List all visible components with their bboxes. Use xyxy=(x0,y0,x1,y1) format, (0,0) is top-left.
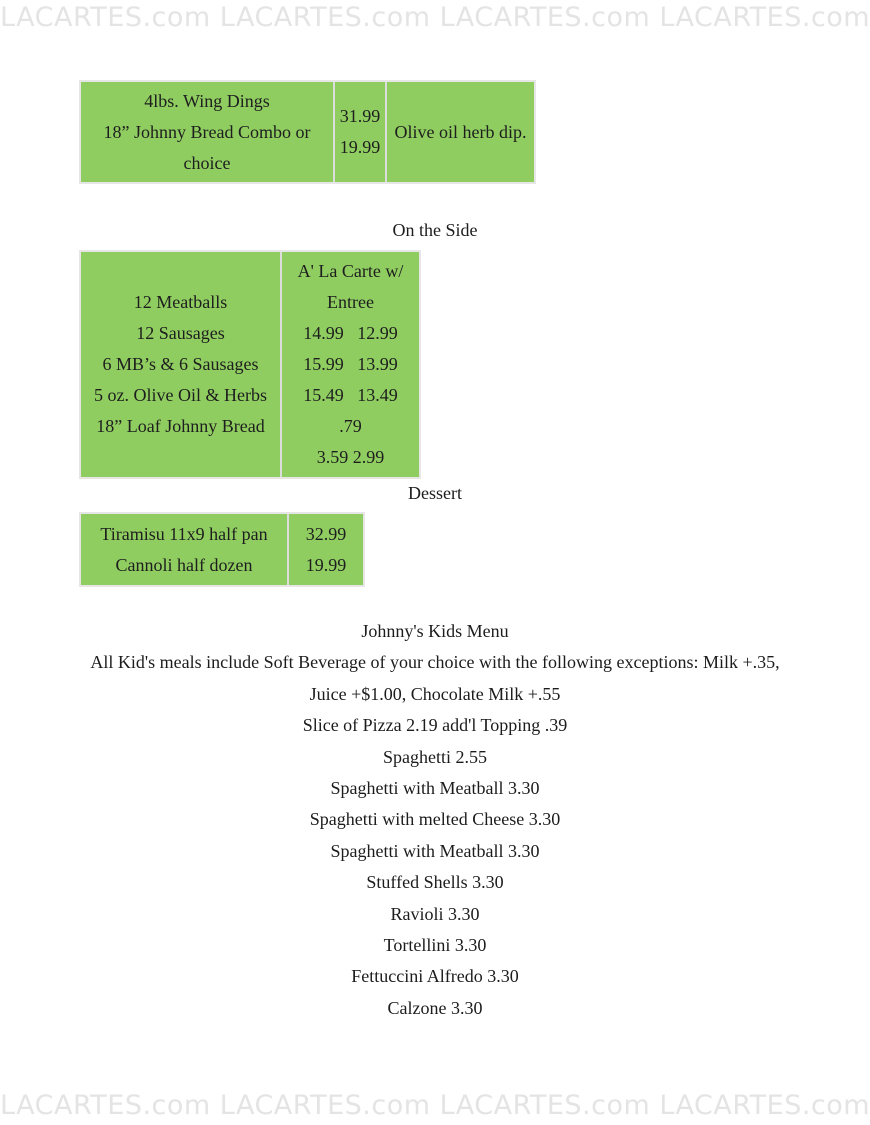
dip-note: Olive oil herb dip. xyxy=(394,121,527,142)
price-row: 14.99 12.99 xyxy=(303,323,398,343)
kids-menu-item: Ravioli 3.30 xyxy=(390,903,480,924)
menu-item: 18” Johnny Bread Combo or xyxy=(103,121,311,142)
price-row: .79 xyxy=(339,416,362,436)
wings-items-cell xyxy=(81,82,333,182)
on-the-side-heading: On the Side xyxy=(392,220,478,240)
wings-table xyxy=(79,80,536,184)
kids-menu-item: Spaghetti with Meatball 3.30 xyxy=(330,778,540,799)
kids-menu-item: Tortellini 3.30 xyxy=(383,935,487,956)
price-row: 15.49 13.49 xyxy=(303,385,398,405)
menu-item: 12 Meatballs xyxy=(133,292,228,312)
dessert-prices-cell xyxy=(287,514,363,585)
menu-item: Tiramisu 11x9 half pan xyxy=(100,523,268,544)
kids-menu-item: Spaghetti with melted Cheese 3.30 xyxy=(309,809,561,830)
menu-item: 12 Sausages xyxy=(136,323,225,343)
menu-item: choice xyxy=(183,152,231,173)
kids-menu-intro: Juice +$1.00, Chocolate Milk +.55 xyxy=(309,683,561,704)
dessert-items-cell xyxy=(81,514,287,585)
kids-menu-item: Stuffed Shells 3.30 xyxy=(366,872,504,893)
menu-item: 4lbs. Wing Dings xyxy=(144,90,270,111)
price-row: 3.59 2.99 xyxy=(316,447,385,467)
price: 31.99 xyxy=(339,106,381,126)
kids-menu-item: Fettuccini Alfredo 3.30 xyxy=(351,966,519,987)
dessert-table xyxy=(79,512,365,587)
kids-menu-item: Spaghetti 2.55 xyxy=(383,746,487,767)
price-column-header: Entree xyxy=(327,292,374,312)
watermark-bottom: LACARTES.com LACARTES.com LACARTES.com LACARTES.com xyxy=(0,1090,870,1121)
price: 32.99 xyxy=(305,523,347,544)
menu-item: 5 oz. Olive Oil & Herbs xyxy=(94,385,267,405)
price: 19.99 xyxy=(305,554,347,575)
side-prices-cell xyxy=(280,252,419,477)
menu-item: 6 MB’s & 6 Sausages xyxy=(102,354,259,374)
wings-prices-cell xyxy=(333,82,385,182)
menu-item: Cannoli half dozen xyxy=(115,554,253,575)
side-items-cell xyxy=(81,252,280,477)
wings-note-cell xyxy=(385,82,534,182)
price-row: 15.99 13.99 xyxy=(303,354,398,374)
kids-menu-item: Calzone 3.30 xyxy=(387,997,483,1018)
kids-menu xyxy=(0,616,870,1024)
menu-item: 18” Loaf Johnny Bread xyxy=(96,416,265,436)
kids-menu-title: Johnny's Kids Menu xyxy=(361,621,509,641)
side-table xyxy=(79,250,421,479)
dessert-heading: Dessert xyxy=(408,483,462,503)
watermark-top: LACARTES.com LACARTES.com LACARTES.com LACARTES.com xyxy=(0,2,870,33)
kids-menu-item: Spaghetti with Meatball 3.30 xyxy=(330,840,540,861)
price: 19.99 xyxy=(339,137,381,157)
price-column-header: A' La Carte w/ xyxy=(297,261,404,281)
kids-menu-item: Slice of Pizza 2.19 add'l Topping .39 xyxy=(302,715,568,736)
kids-menu-intro: All Kid's meals include Soft Beverage of your choice with the following exceptions: Milk +.35, xyxy=(90,652,780,673)
